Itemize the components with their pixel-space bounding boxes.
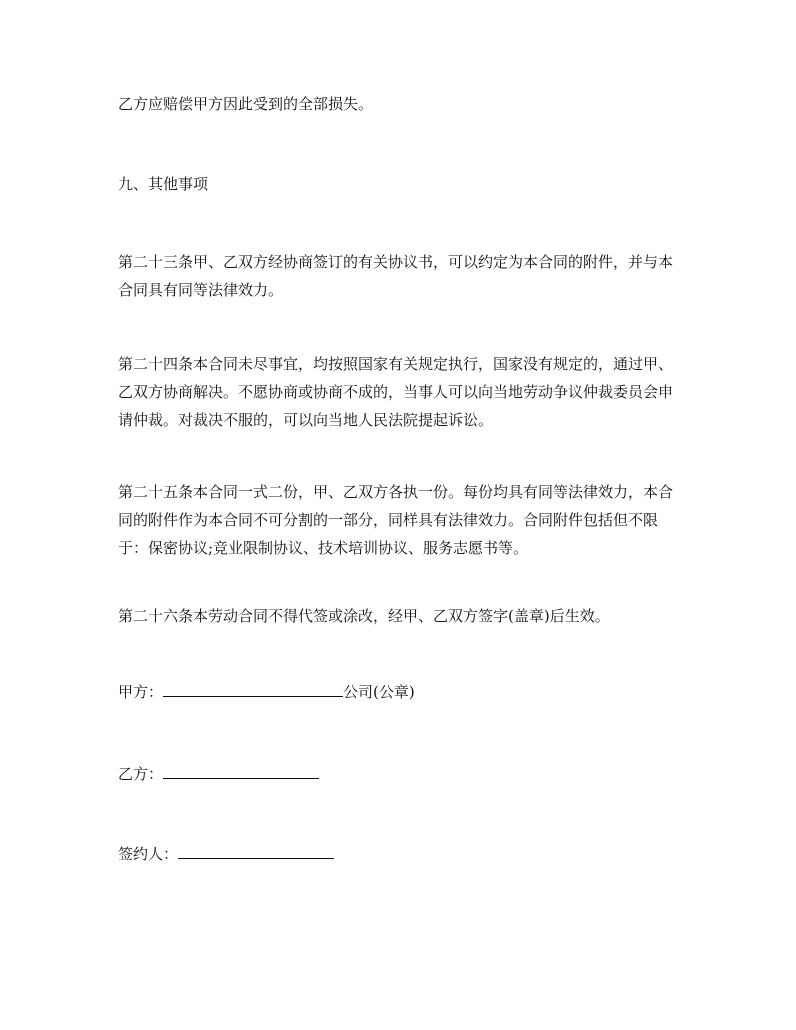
- signature-line-signer: [118, 840, 334, 868]
- article-26: 第二十六条本劳动合同不得代签或涂改，经甲、乙双方签字(盖章)后生效。: [118, 607, 610, 625]
- article-23: 第二十三条甲、乙双方经协商签订的有关协议书，可以约定为本合同的附件，并与本合同具有同等法律效力。: [118, 253, 674, 299]
- article-24: 第二十四条本合同未尽事宜，均按照国家有关规定执行，国家没有规定的，通过甲、乙双方协商解决。不愿协商或协商不成的，当事人可以向当地劳动争议仲裁委员会申请仲裁。对裁决不服的，可以向当地人民法院提起诉讼。: [118, 355, 674, 429]
- party-b-blank: [163, 761, 319, 779]
- signature-line-party-a: [118, 678, 415, 706]
- party-a-blank: [163, 679, 343, 697]
- party-a-suffix: 公司(公章): [343, 683, 415, 701]
- section-heading-other-matters: 九、其他事项: [118, 175, 209, 193]
- paragraph-compensation: 乙方应赔偿甲方因此受到的全部损失。: [118, 95, 374, 113]
- party-b-label: 乙方：: [118, 765, 164, 783]
- signer-label: 签约人：: [118, 845, 179, 863]
- article-25: 第二十五条本合同一式二份，甲、乙双方各执一份。每份均具有同等法律效力，本合同的附件作为本合同不可分割的一部分，同样具有法律效力。合同附件包括但不限于：保密协议;竞业限制协议、技术培训协议、服务志愿书等。: [118, 483, 674, 557]
- signature-line-party-b: [118, 760, 319, 788]
- signer-blank: [178, 841, 334, 859]
- party-a-label: 甲方：: [118, 683, 164, 701]
